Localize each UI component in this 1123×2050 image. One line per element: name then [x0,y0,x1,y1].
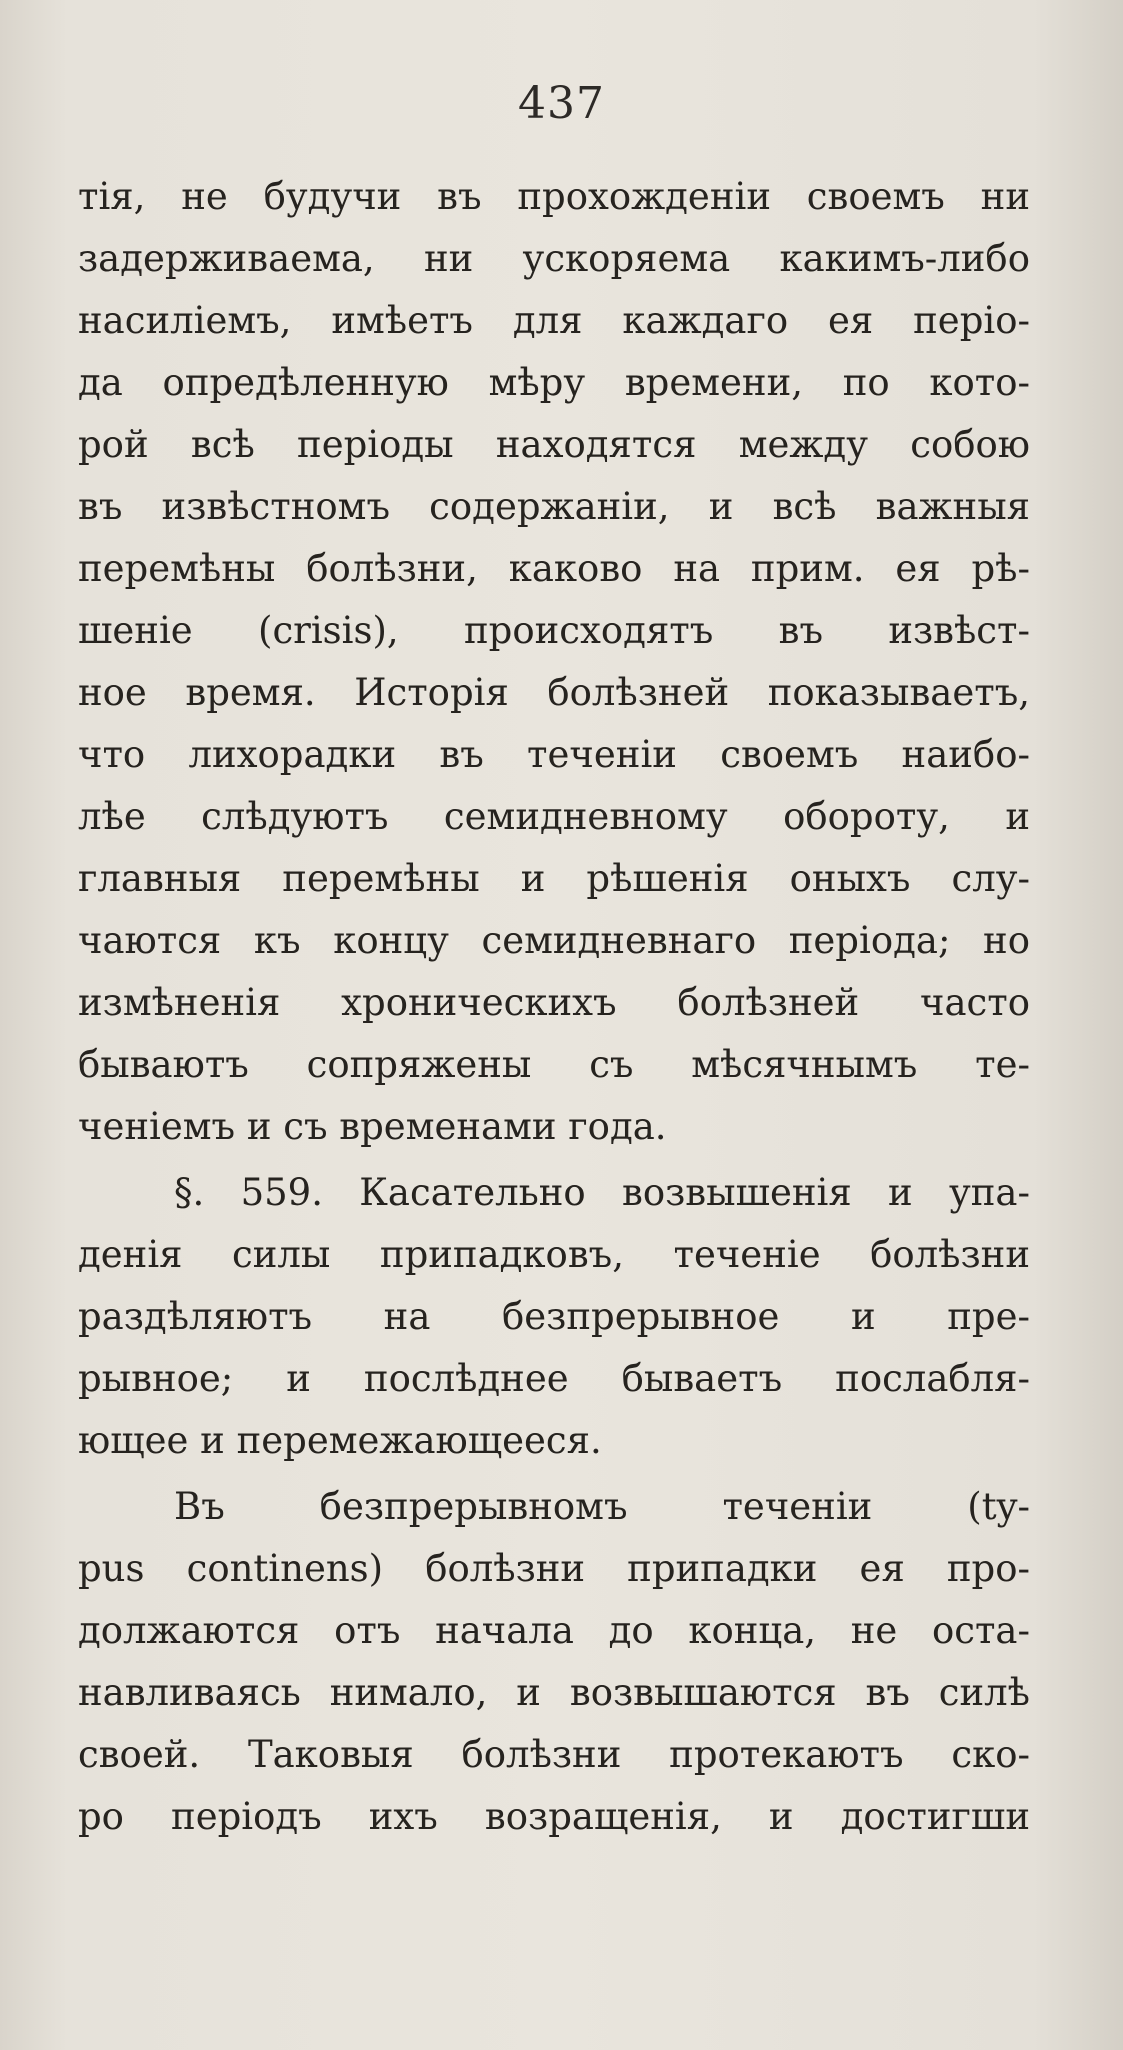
text-line: должаются отъ начала до конца, не оста- [78,1609,1030,1652]
text-line: задерживаема, ни ускоряема какимъ-либо [78,237,1030,280]
text-line: pus continens) болѣзни припадки ея про- [78,1547,1030,1590]
text-line: измѣненія хроническихъ болѣзней часто [78,981,1030,1024]
paragraph-start-line: Въ безпрерывномъ теченіи (ty- [174,1485,1030,1528]
text-line: ное время. Исторія болѣзней показываетъ, [78,671,1030,714]
text-line: насиліемъ, имѣетъ для каждаго ея періо- [78,299,1030,342]
text-line: ченіемъ и съ временами года. [78,1105,667,1148]
text-line: бываютъ сопряжены съ мѣсячнымъ те- [78,1043,1030,1086]
text-line: рывное; и послѣднее бываетъ послабля- [78,1357,1030,1400]
section-559-heading-line: §. 559. Касательно возвышенія и упа- [174,1171,1030,1214]
text-line: чаются къ концу семидневнаго періода; но [78,919,1030,962]
text-line: лѣе слѣдуютъ семидневному обороту, и [78,795,1030,838]
text-line: ро періодъ ихъ возращенія, и достигши [78,1795,1030,1838]
text-line: что лихорадки въ теченіи своемъ наибо- [78,733,1030,776]
body-text [78,166,1030,1848]
text-line: навливаясь нимало, и возвышаются въ силѣ [78,1671,1030,1714]
text-line: да опредѣленную мѣру времени, по кото- [78,361,1030,404]
page-number: 437 [518,78,605,129]
text-line: рой всѣ періоды находятся между собою [78,423,1030,466]
text-line: шеніе (crisis), происходятъ въ извѣст- [78,609,1030,652]
text-line: тія, не будучи въ прохожденіи своемъ ни [78,175,1030,218]
text-line: въ извѣстномъ содержаніи, и всѣ важныя [78,485,1030,528]
text-line: раздѣляютъ на безпрерывное и пре- [78,1295,1030,1338]
text-line: перемѣны болѣзни, каково на прим. ея рѣ- [78,547,1030,590]
text-line: главныя перемѣны и рѣшенія оныхъ слу- [78,857,1030,900]
text-line: денія силы припадковъ, теченіе болѣзни [78,1233,1030,1276]
text-line: своей. Таковыя болѣзни протекаютъ ско- [78,1733,1030,1776]
text-line: ющее и перемежающееся. [78,1419,602,1462]
